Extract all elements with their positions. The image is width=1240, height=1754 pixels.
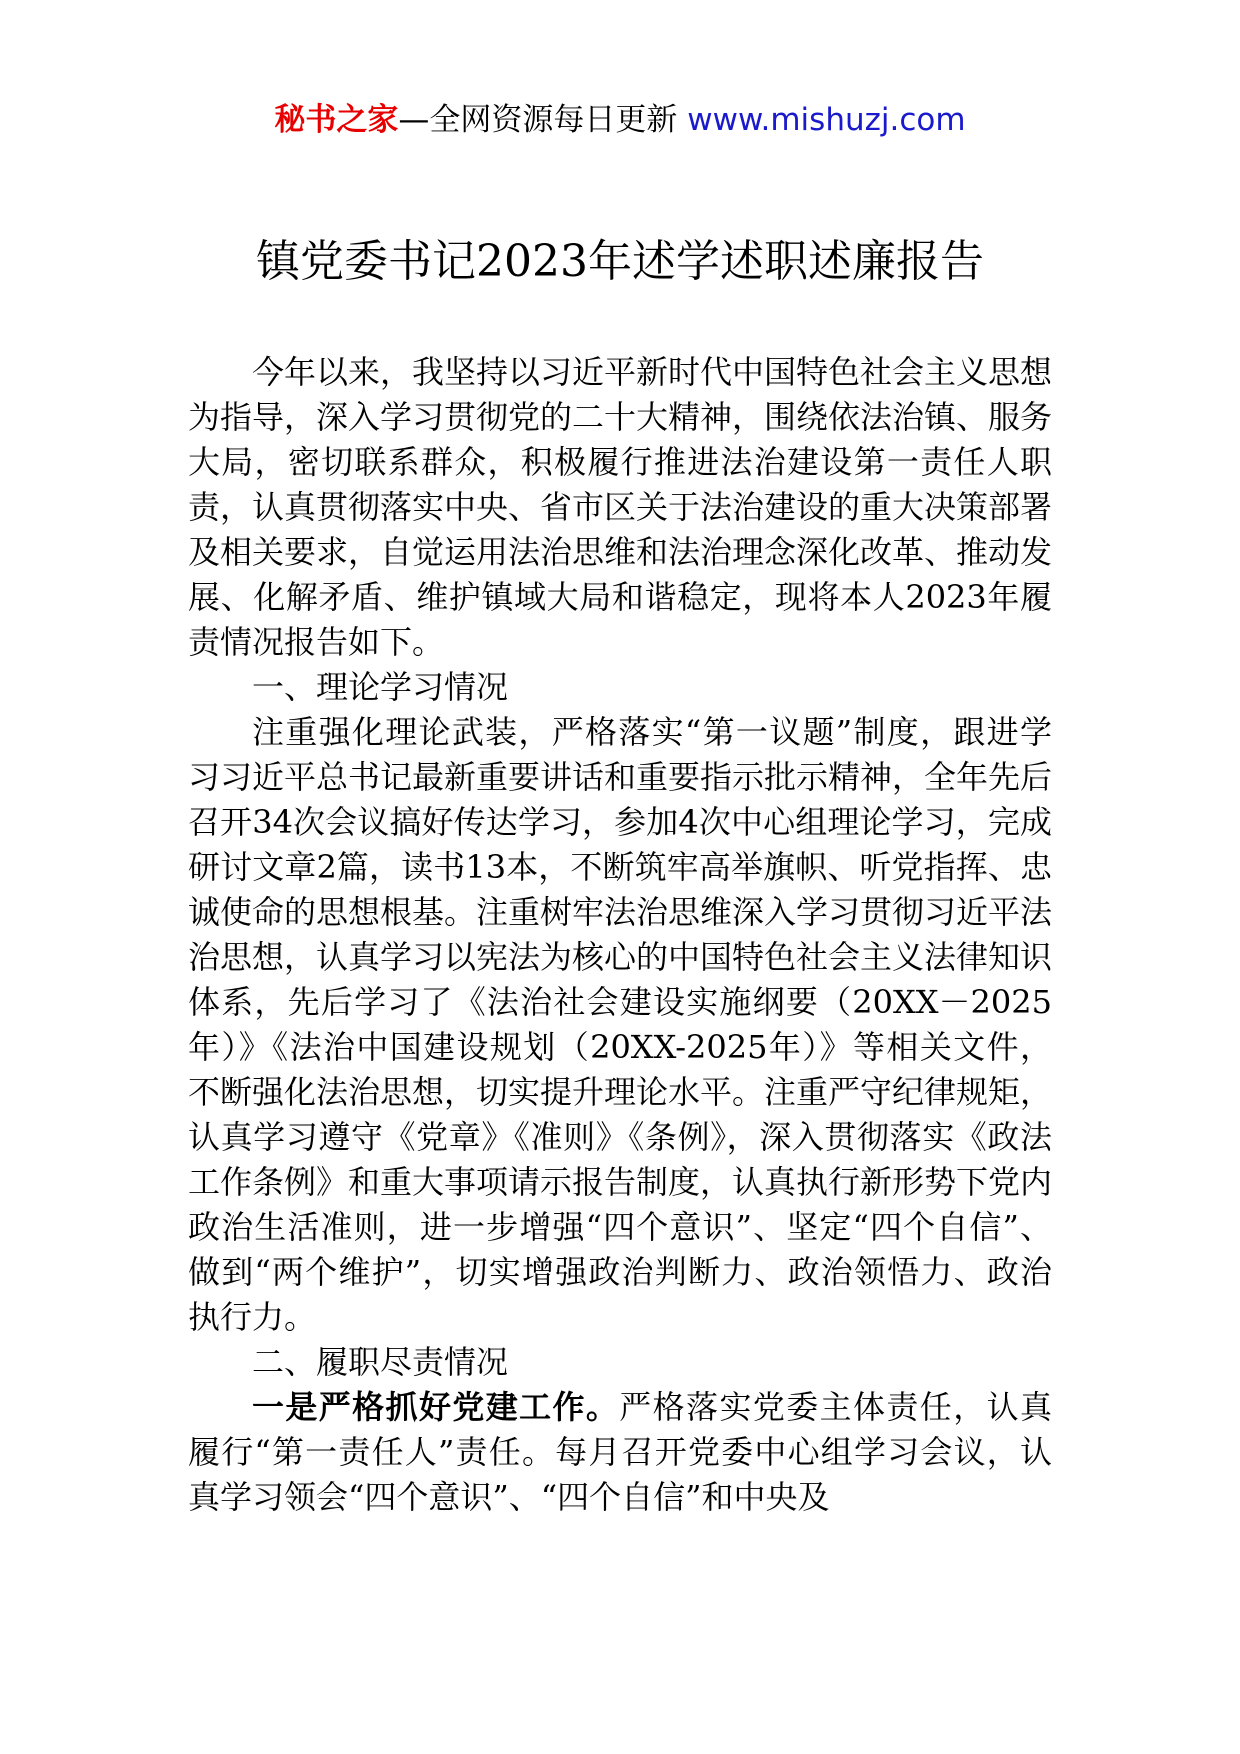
site-tagline: —全网资源每日更新 — [398, 102, 688, 138]
intro-paragraph: 今年以来，我坚持以习近平新时代中国特色社会主义思想为指导，深入学习贯彻党的二十大精神，围绕依法治镇、服务大局，密切联系群众，积极履行推进法治建设第一责任人职责，认真贯彻落实中央、省市区关于法治建设的重大决策部署及相关要求，自觉运用法治思维和法治理念深化改革、推动发展、化解矛盾、维护镇域大局和谐稳定，现将本人2023年履责情况报告如下。 — [188, 353, 1053, 661]
site-header — [0, 100, 1240, 140]
party-building-paragraph — [188, 1385, 1052, 1520]
party-building-lead: 一是严格抓好党建工作。 — [252, 1388, 620, 1426]
site-brand: 秘书之家 — [274, 102, 399, 138]
theory-study-paragraph: 注重强化理论武装，严格落实“第一议题”制度，跟进学习习近平总书记最新重要讲话和重要指示批示精神，全年先后召开34次会议搞好传达学习，参加4次中心组理论学习，完成研讨文章2篇，读书13本，不断筑牢高举旗帜、听党指挥、忠诚使命的思想根基。注重树牢法治思维深入学习贯彻习近平法治思想，认真学习以宪法为核心的中国特色社会主义法律知识体系，先后学习了《法治社会建设实施纲要（20XX－2025年）》《法治中国建设规划（20XX-2025年）》等相关文件，不断强化法治思想，切实提升理论水平。注重严守纪律规矩，认真学习遵守《党章》《准则》《条例》，深入贯彻落实《政法工作条例》和重大事项请示报告制度，认真执行新形势下党内政治生活准则，进一步增强“四个意识”、坚定“四个自信”、做到“两个维护”，切实增强政治判断力、政治领悟力、政治执行力。 — [188, 713, 1053, 1336]
section-heading-theory-study: 一、理论学习情况 — [252, 668, 509, 706]
document-title: 镇党委书记2023年述学述职述廉报告 — [256, 236, 984, 287]
document-body — [188, 350, 1052, 1520]
site-url[interactable]: www.mishuzj.com — [687, 102, 966, 138]
section-heading-duty-performance: 二、履职尽责情况 — [252, 1343, 509, 1381]
party-building-text: 严格落实党委主体责任，认真履行“第一责任人”责任。每月召开党委中心组学习会议，认真学习领会“四个意识”、“四个自信”和中央及 — [188, 1388, 1052, 1516]
